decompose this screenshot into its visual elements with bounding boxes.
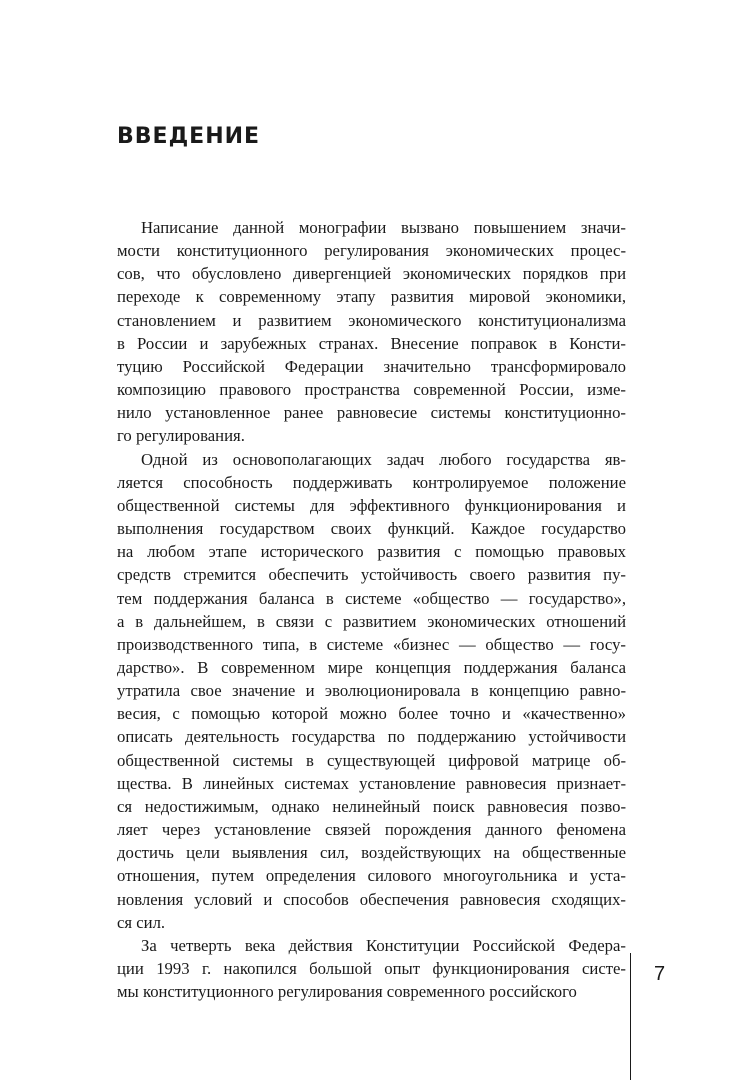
paragraph	[117, 934, 626, 1003]
text-line: общественной системы в существующей цифровой матрице об-	[117, 750, 626, 770]
text-line: производственного типа, в системе «бизнес — общество — госу-	[117, 634, 626, 654]
chapter-heading: ВВЕДЕНИЕ	[117, 124, 261, 149]
text-line: мости конституционного регулирования экономических процес-	[117, 241, 626, 261]
text-line: в России и зарубежных странах. Внесение поправок в Консти-	[117, 333, 626, 353]
text-line: новления условий и способов обеспечения равновесия сходящих-	[117, 889, 626, 909]
text-line: ции 1993 г. накопился большой опыт функционирования систе-	[117, 959, 626, 978]
text-line: композицию правового пространства современной России, изме-	[117, 380, 626, 400]
text-line: щества. В линейных системах установление равновесия признает-	[117, 773, 626, 793]
text-line: ляет через установление связей порождения данного феномена	[117, 820, 626, 840]
text-line: нило установленное ранее равновесие системы конституционно-	[117, 403, 626, 423]
text-line: дарство». В современном мире концепция поддержания баланса	[117, 657, 626, 677]
body-text	[117, 216, 626, 1003]
text-line: туцию Российской Федерации значительно трансформировало	[117, 356, 626, 376]
page-number: 7	[654, 963, 666, 985]
text-line: а в дальнейшем, в связи с развитием экономических отношений	[117, 611, 626, 631]
text-line: сов, что обусловлено дивергенцией экономических порядков при	[117, 264, 626, 284]
paragraph	[117, 448, 626, 934]
text-line: выполнения государством своих функций. Каждое государство	[117, 519, 626, 539]
text-line: утратила свое значение и эволюционировала в концепцию равно-	[117, 681, 626, 701]
text-line: мы конституционного регулирования современного российского	[117, 982, 577, 1002]
text-line: ляется способность поддерживать контролируемое положение	[117, 472, 626, 492]
text-line: го регулирования.	[117, 426, 245, 446]
text-line: достичь цели выявления сил, воздействующих на общественные	[117, 843, 626, 863]
text-line: тем поддержания баланса в системе «общество — государство»,	[117, 588, 626, 608]
text-line: Написание данной монографии вызвано повышением значи-	[141, 218, 626, 237]
text-line: общественной системы для эффективного функционирования и	[117, 495, 626, 515]
text-line: описать деятельность государства по поддержанию устойчивости	[117, 727, 626, 747]
text-line: ся сил.	[117, 912, 166, 932]
text-line: Одной из основополагающих задач любого государства яв-	[141, 449, 626, 469]
text-line: средств стремится обеспечить устойчивость своего развития пу-	[117, 565, 626, 585]
text-line: на любом этапе исторического развития с помощью правовых	[117, 542, 626, 562]
text-line: становлением и развитием экономического конституционализма	[117, 310, 626, 330]
text-line: отношения, путем определения силового многоугольника и уста-	[117, 866, 626, 886]
text-line: ся недостижимым, однако нелинейный поиск равновесия позво-	[117, 796, 626, 816]
margin-rule	[630, 953, 631, 1080]
text-line: За четверть века действия Конституции Российской Федера-	[141, 935, 626, 955]
paragraph	[117, 216, 626, 448]
text-line: переходе к современному этапу развития мировой экономики,	[117, 287, 626, 307]
text-line: весия, с помощью которой можно более точно и «качественно»	[117, 704, 626, 724]
